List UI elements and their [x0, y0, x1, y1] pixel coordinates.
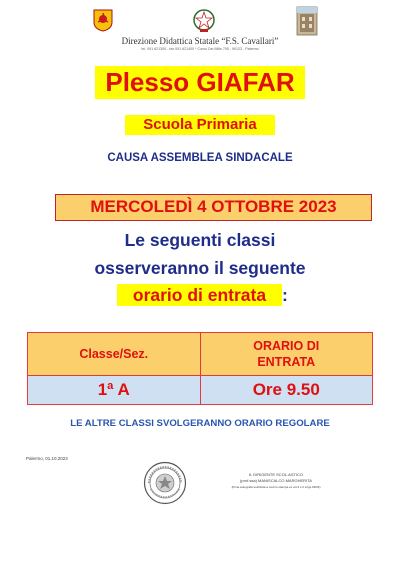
- header-class: Classe/Sez.: [28, 333, 201, 376]
- school-address: tel. 091 621300 - fax 091 621400 * Corso Dei Mille 795 - 90123 - Palermo: [141, 47, 259, 51]
- sicily-region-logo: [92, 8, 114, 32]
- place-date: Palermo, 01.10.2023: [26, 456, 68, 461]
- plesso-title: Plesso GIAFAR: [95, 66, 305, 99]
- table-header-row: [28, 333, 373, 376]
- schedule-table: [27, 332, 373, 405]
- message-line-3: orario di entrata: [117, 284, 282, 306]
- official-stamp-icon: [143, 461, 187, 505]
- signature-name: (prof.ssa) MANISCALCO MARGHERITA: [240, 478, 312, 483]
- header-entry-time: [200, 333, 373, 376]
- class-cell: 1ª A: [28, 376, 201, 405]
- header-entry-time-text: ORARIO DI ENTRATA: [253, 339, 320, 369]
- time-cell: Ore 9.50: [200, 376, 373, 405]
- date-banner: MERCOLEDÌ 4 OTTOBRE 2023: [55, 194, 372, 221]
- school-building-logo: [296, 6, 318, 36]
- table-row: [28, 376, 373, 405]
- signature-note: (firma autografa sostituita a mezzo stampa ex art.3 c.2 d.lgs.39/93): [231, 485, 321, 489]
- footer-note: LE ALTRE CLASSI SVOLGERANNO ORARIO REGOLARE: [70, 418, 330, 429]
- school-type: Scuola Primaria: [125, 115, 275, 135]
- school-name: Direzione Didattica Statale “F.S. Cavallari”: [121, 36, 279, 46]
- signature-title: IL DIRIGENTE SCOL.ASTICO: [248, 472, 304, 477]
- italian-republic-emblem-icon: [192, 8, 216, 34]
- reason-text: CAUSA ASSEMBLEA SINDACALE: [107, 152, 293, 164]
- signature-block: [228, 472, 324, 490]
- message-line-1: Le seguenti classi: [124, 230, 276, 250]
- message-line-2: osserveranno il seguente: [94, 258, 306, 278]
- message-line-3-suffix: :: [282, 285, 288, 305]
